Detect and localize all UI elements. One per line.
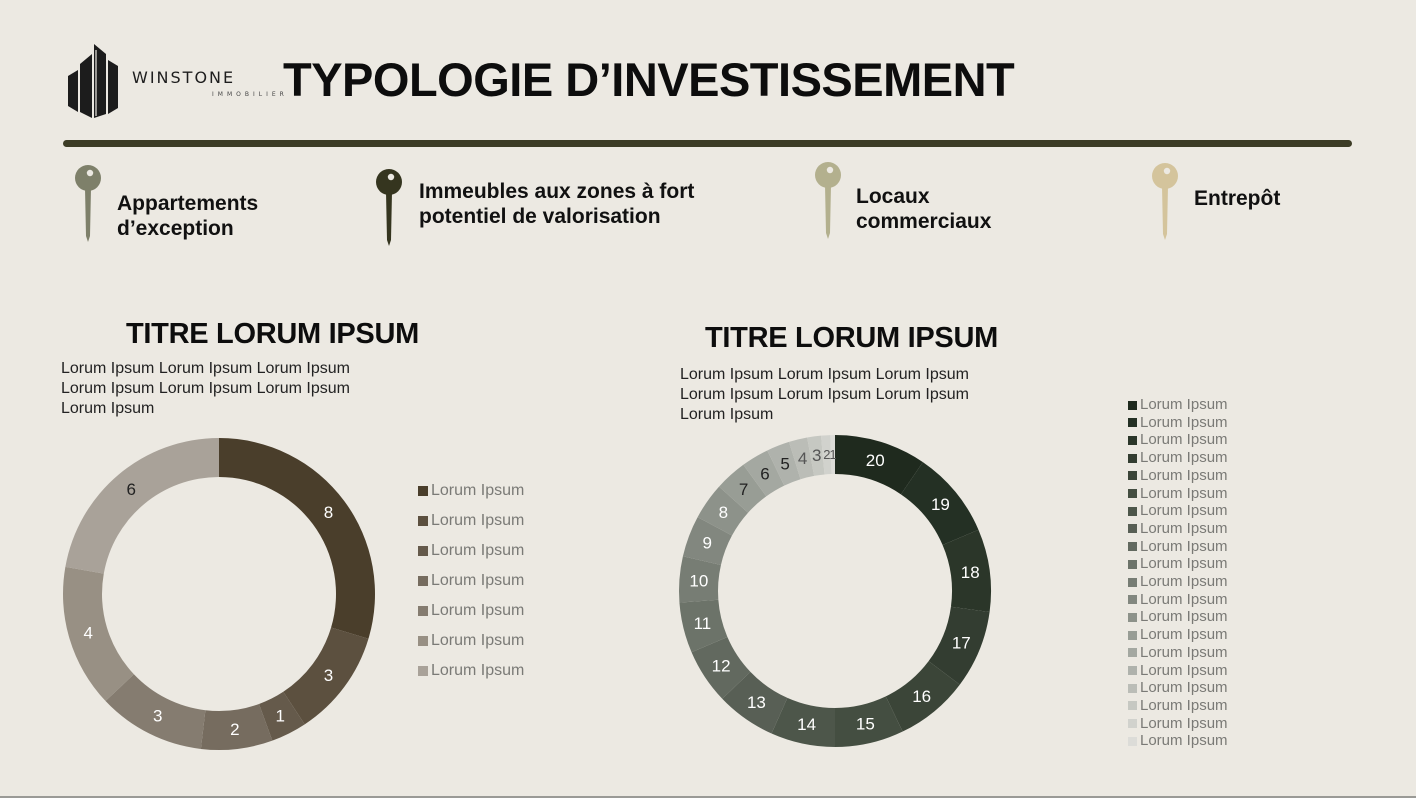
legend-item	[1128, 555, 1228, 572]
legend-swatch	[418, 636, 428, 646]
chart-1-legend	[418, 482, 618, 692]
chart-2-description-line: Lorum Ipsum Lorum Ipsum Lorum Ipsum	[680, 386, 969, 403]
legend-label: Lorum Ipsum	[431, 542, 525, 559]
legend-item	[1128, 396, 1228, 413]
slice-value-label: 2	[823, 447, 831, 463]
category-label	[1194, 186, 1280, 211]
slice-value-label: 12	[711, 656, 731, 676]
chart-2-description-line: Lorum Ipsum Lorum Ipsum Lorum Ipsum	[680, 366, 969, 383]
slice-value-label: 9	[702, 533, 712, 553]
legend-item	[418, 482, 524, 500]
legend-label: Lorum Ipsum	[1140, 431, 1228, 449]
legend-swatch	[1128, 631, 1137, 640]
slice-value-label: 1	[275, 706, 285, 726]
legend-label: Lorum Ipsum	[1140, 537, 1228, 555]
legend-label: Lorum Ipsum	[431, 482, 525, 499]
category-label	[419, 179, 694, 229]
brand-name: WINSTONE	[132, 68, 236, 87]
legend-item	[418, 602, 524, 620]
legend-item	[1128, 573, 1228, 590]
legend-swatch	[418, 606, 428, 616]
legend-label: Lorum Ipsum	[1140, 661, 1228, 679]
legend-swatch	[1128, 578, 1137, 587]
legend-swatch	[1128, 524, 1137, 533]
legend-item	[1128, 502, 1228, 519]
map-pin-icon	[1149, 162, 1181, 246]
legend-item	[1128, 591, 1228, 608]
legend-label: Lorum Ipsum	[431, 632, 525, 649]
slice-value-label: 3	[811, 446, 822, 466]
header-divider	[63, 140, 1352, 147]
chart-2-description-line: Lorum Ipsum	[680, 406, 774, 423]
legend-swatch	[1128, 701, 1137, 710]
category-label-line: d’exception	[117, 217, 234, 240]
slice-value-label: 20	[865, 451, 885, 471]
slice-value-label: 2	[230, 720, 240, 740]
legend-label: Lorum Ipsum	[1140, 519, 1228, 537]
legend-label: Lorum Ipsum	[1140, 502, 1228, 520]
legend-item	[418, 662, 524, 680]
slice-value-label: 5	[780, 454, 790, 474]
legend-label: Lorum Ipsum	[431, 602, 525, 619]
slice-value-label: 3	[153, 706, 163, 726]
legend-label: Lorum Ipsum	[1140, 696, 1228, 714]
winstone-logo	[66, 42, 288, 118]
legend-item	[1128, 538, 1228, 555]
donut-slice	[65, 438, 219, 574]
chart-1-description-line: Lorum Ipsum Lorum Ipsum Lorum Ipsum	[61, 360, 350, 377]
legend-swatch	[1128, 454, 1137, 463]
legend-swatch	[1128, 560, 1137, 569]
legend-swatch	[1128, 613, 1137, 622]
legend-swatch	[1128, 418, 1137, 427]
legend-swatch	[1128, 648, 1137, 657]
legend-label: Lorum Ipsum	[1140, 714, 1228, 732]
legend-item	[1128, 520, 1228, 537]
brand-subtitle: IMMOBILIER	[212, 91, 288, 98]
legend-swatch	[1128, 595, 1137, 604]
donut-chart-1	[58, 433, 380, 755]
legend-label: Lorum Ipsum	[1140, 573, 1228, 590]
legend-label: Lorum Ipsum	[1140, 608, 1228, 626]
legend-label: Lorum Ipsum	[1140, 732, 1228, 750]
slice-value-label: 19	[930, 494, 950, 514]
legend-label: Lorum Ipsum	[1140, 555, 1228, 573]
legend-swatch	[418, 486, 428, 496]
slice-value-label: 1	[829, 447, 837, 463]
slice-value-label: 8	[323, 502, 334, 522]
chart-2-legend	[1128, 396, 1328, 756]
legend-item	[1128, 431, 1228, 448]
slice-value-label: 16	[912, 686, 932, 706]
legend-swatch	[1128, 666, 1137, 675]
slice-value-label: 17	[951, 633, 971, 653]
legend-label: Lorum Ipsum	[1140, 643, 1228, 661]
legend-item	[1128, 467, 1228, 484]
legend-label: Lorum Ipsum	[431, 662, 525, 679]
chart-1-description-line: Lorum Ipsum Lorum Ipsum Lorum Ipsum	[61, 380, 350, 397]
category-label	[117, 191, 258, 241]
legend-label: Lorum Ipsum	[1140, 396, 1228, 413]
legend-label: Lorum Ipsum	[1140, 626, 1228, 644]
legend-item	[1128, 626, 1228, 643]
slice-value-label: 13	[746, 693, 766, 713]
donut-slice	[63, 567, 134, 701]
legend-label: Lorum Ipsum	[1140, 466, 1228, 484]
category-label-line: commerciaux	[856, 210, 992, 233]
slice-value-label: 8	[718, 502, 729, 522]
legend-item	[1128, 644, 1228, 661]
slice-value-label: 3	[323, 666, 334, 686]
legend-item	[418, 632, 524, 650]
legend-swatch	[1128, 507, 1137, 516]
slice-value-label: 4	[797, 448, 808, 468]
legend-swatch	[1128, 489, 1137, 498]
legend-label: Lorum Ipsum	[1140, 449, 1228, 467]
legend-swatch	[418, 576, 428, 586]
legend-swatch	[418, 666, 428, 676]
slice-value-label: 6	[760, 464, 770, 484]
legend-item	[1128, 414, 1228, 431]
slice-value-label: 6	[126, 479, 136, 499]
building-logo-icon	[66, 42, 132, 118]
slice-value-label: 4	[83, 623, 93, 643]
chart-2-title: TITRE LORUM IPSUM	[705, 322, 998, 354]
slice-value-label: 14	[797, 715, 817, 735]
legend-swatch	[1128, 719, 1137, 728]
category-label-line: Entrepôt	[1194, 187, 1281, 210]
legend-swatch	[1128, 471, 1137, 480]
map-pin-icon	[812, 161, 844, 245]
donut-slice	[219, 438, 375, 639]
legend-item	[418, 542, 524, 560]
legend-swatch	[1128, 684, 1137, 693]
legend-item	[1128, 662, 1228, 679]
map-pin-icon	[373, 168, 405, 252]
map-pin-icon	[72, 164, 104, 248]
category-label-line: Immeubles aux zones à fort	[419, 180, 695, 203]
legend-swatch	[418, 546, 428, 556]
legend-label: Lorum Ipsum	[1140, 484, 1228, 502]
donut-chart-2	[674, 430, 996, 752]
slice-value-label: 11	[693, 613, 712, 633]
slice-value-label: 18	[960, 563, 980, 583]
legend-item	[418, 572, 524, 590]
legend-swatch	[418, 516, 428, 526]
legend-item	[1128, 449, 1228, 466]
legend-item	[1128, 715, 1228, 732]
legend-label: Lorum Ipsum	[1140, 413, 1228, 431]
page-title: TYPOLOGIE D’INVESTISSEMENT	[283, 53, 1015, 106]
slice-value-label: 7	[738, 480, 749, 500]
chart-1-description	[61, 359, 401, 419]
category-label-line: Appartements	[117, 192, 259, 215]
legend-swatch	[1128, 542, 1137, 551]
legend-swatch	[1128, 737, 1137, 746]
chart-1-description-line: Lorum Ipsum	[61, 400, 155, 417]
legend-item	[1128, 679, 1228, 696]
slice-value-label: 15	[855, 714, 875, 734]
chart-1-title: TITRE LORUM IPSUM	[126, 318, 419, 350]
category-label-line: potentiel de valorisation	[419, 205, 661, 228]
legend-label: Lorum Ipsum	[431, 572, 525, 589]
legend-item	[1128, 697, 1228, 714]
category-label	[856, 184, 991, 234]
legend-item	[1128, 732, 1228, 749]
legend-swatch	[1128, 436, 1137, 445]
legend-swatch	[1128, 401, 1137, 410]
legend-label: Lorum Ipsum	[1140, 679, 1228, 697]
category-label-line: Locaux	[856, 185, 930, 208]
legend-label: Lorum Ipsum	[1140, 590, 1228, 608]
legend-label: Lorum Ipsum	[431, 512, 525, 529]
chart-2-description	[680, 365, 1020, 425]
legend-item	[418, 512, 524, 530]
legend-item	[1128, 608, 1228, 625]
slice-value-label: 10	[689, 571, 709, 591]
legend-item	[1128, 485, 1228, 502]
